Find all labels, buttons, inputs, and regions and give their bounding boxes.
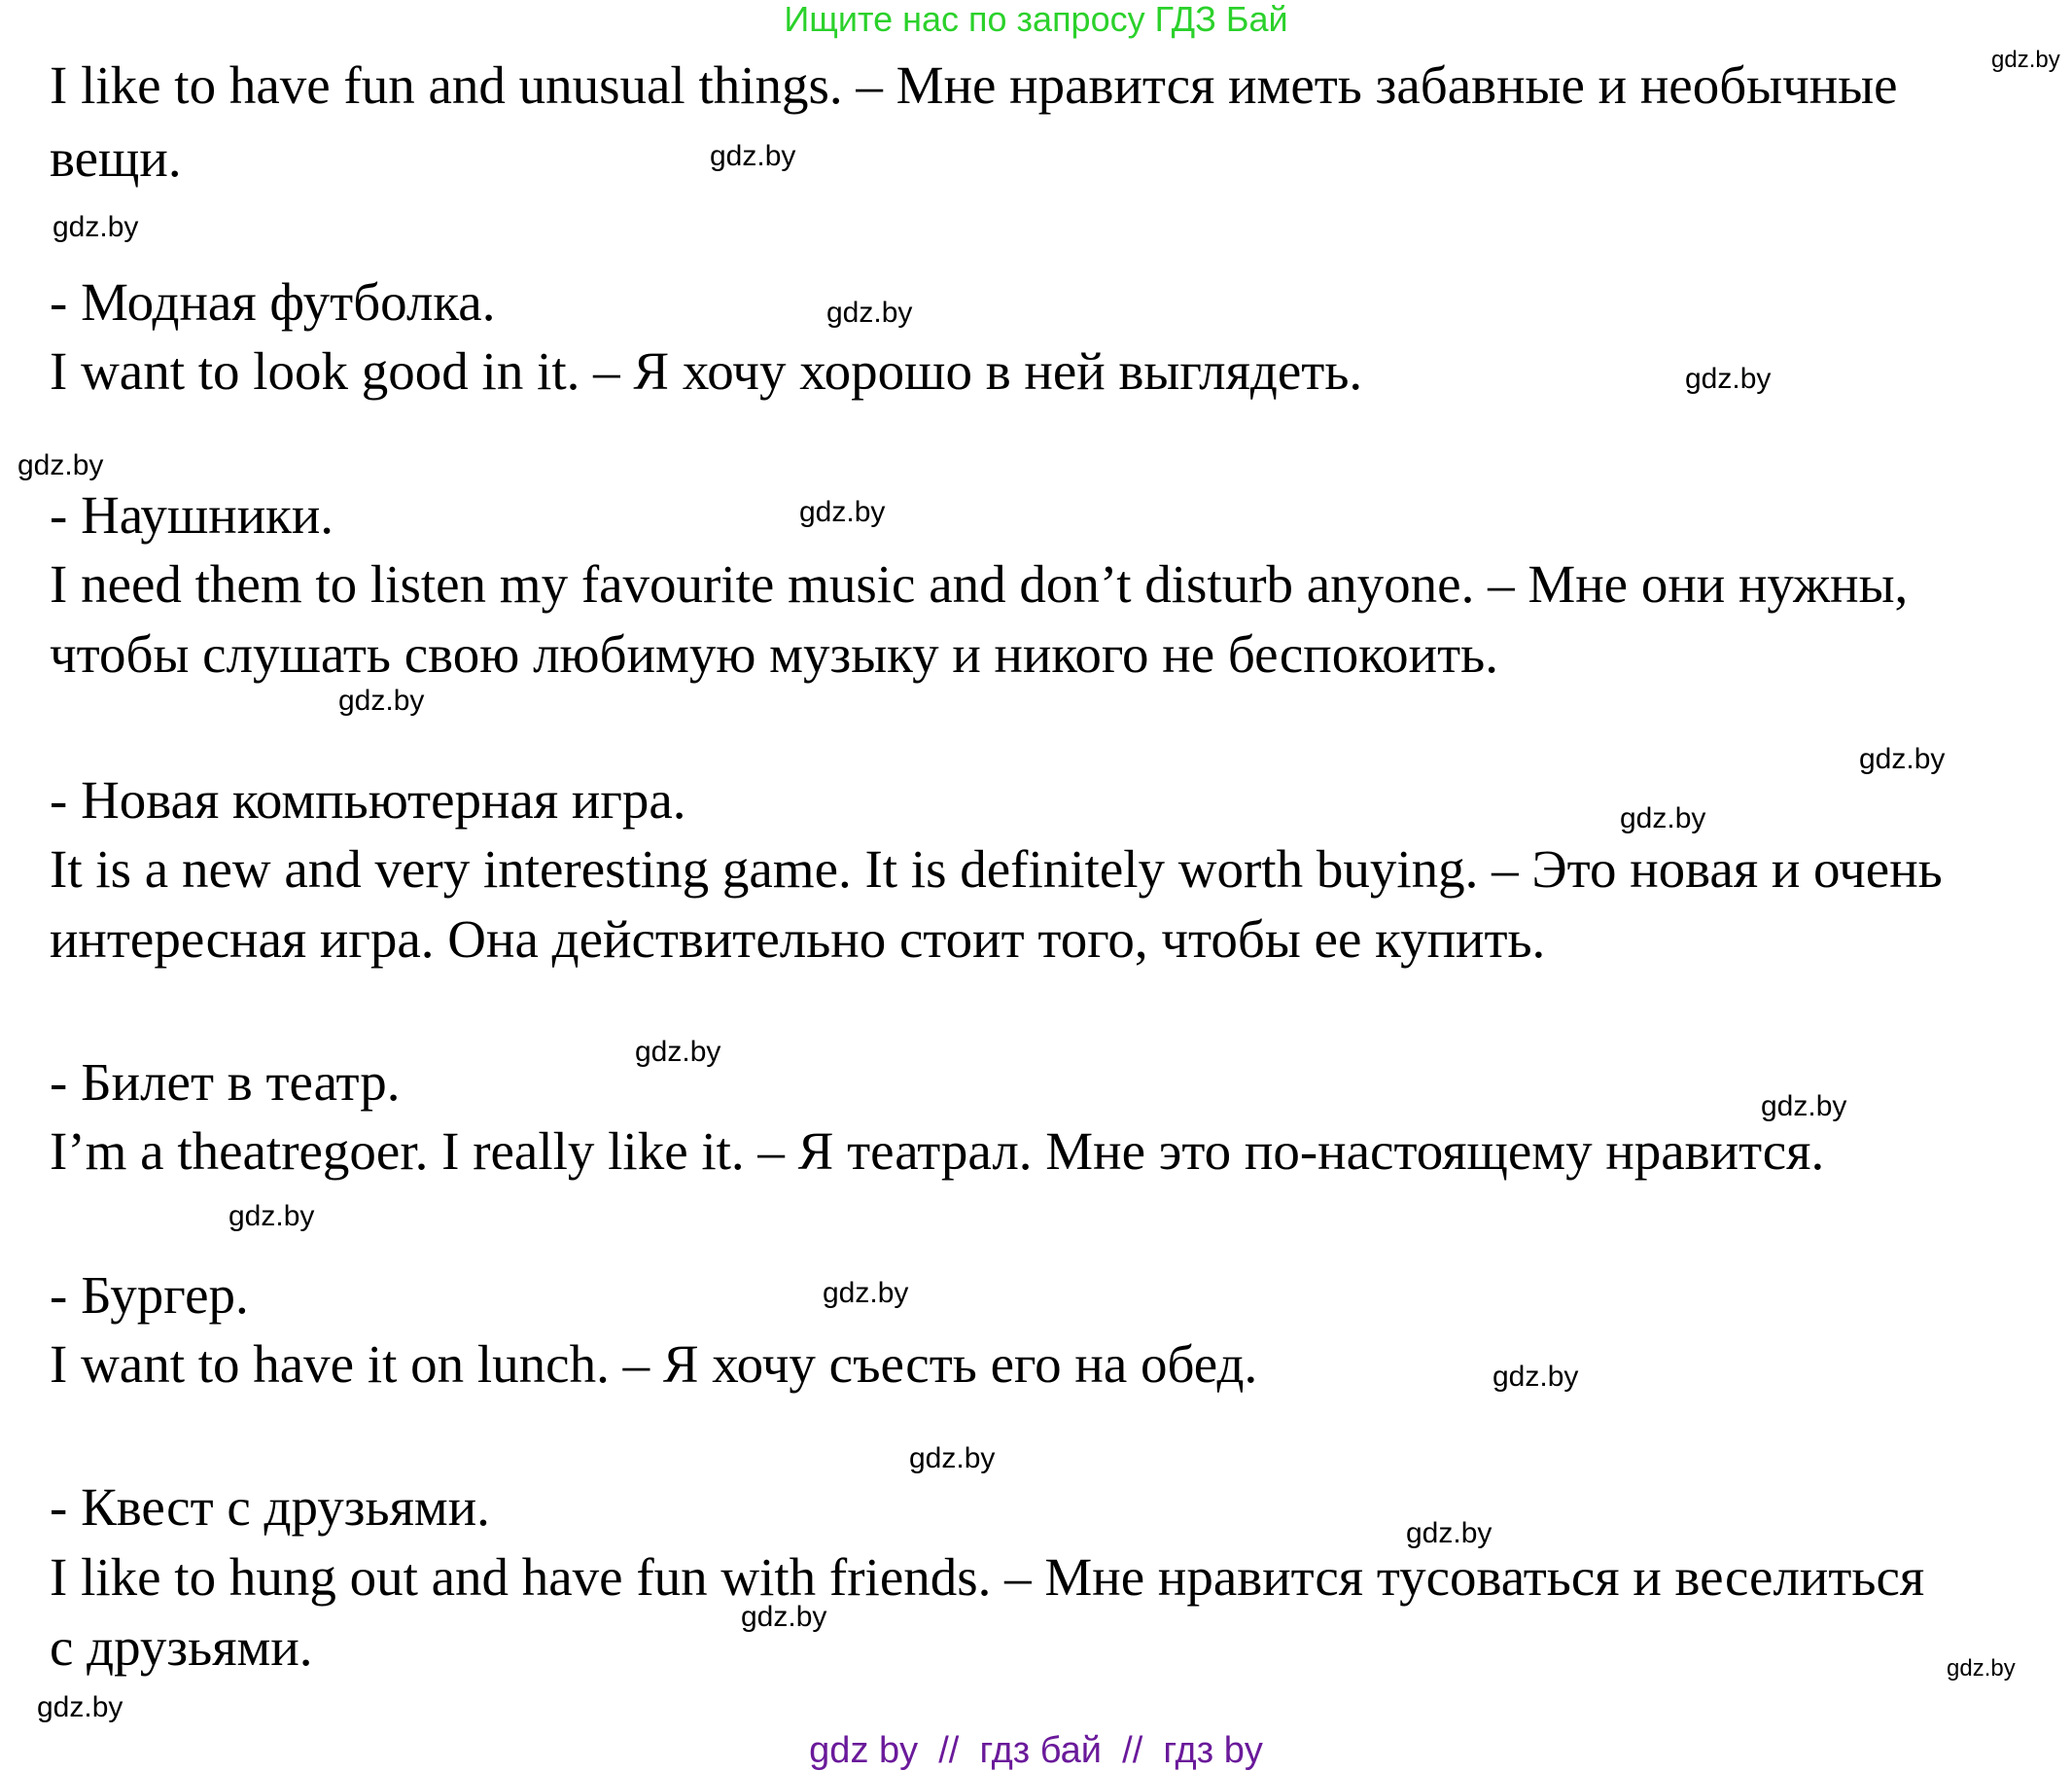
- watermark: gdz.by: [1947, 1655, 2016, 1682]
- watermark: gdz.by: [1991, 47, 2060, 73]
- watermark: gdz.by: [1406, 1517, 1493, 1549]
- watermark: gdz.by: [1859, 743, 1946, 775]
- text-line: It is a new and very interesting game. It is definitely worth buying. – Это новая и очень: [50, 839, 1943, 899]
- footer-links: gdz by // гдз бай // гдз by: [809, 1730, 1263, 1771]
- watermark: gdz.by: [635, 1036, 721, 1068]
- watermark: gdz.by: [909, 1442, 996, 1474]
- text-line: - Бургер.: [50, 1265, 249, 1325]
- text-line: I want to have it on lunch. – Я хочу съесть его на обед.: [50, 1334, 1258, 1394]
- watermark: gdz.by: [53, 211, 139, 243]
- text-line: I like to hung out and have fun with friends. – Мне нравится тусоваться и веселиться: [50, 1547, 1925, 1607]
- text-line: I need them to listen my favourite music and don’t disturb anyone. – Мне они нужны,: [50, 554, 1909, 614]
- watermark: gdz.by: [823, 1277, 909, 1309]
- watermark: gdz.by: [1493, 1361, 1579, 1393]
- watermark: gdz.by: [1685, 363, 1772, 395]
- text-line: с друзьями.: [50, 1617, 313, 1677]
- text-line: - Квест с друзьями.: [50, 1477, 490, 1537]
- text-line: чтобы слушать свою любимую музыку и никого не беспокоить.: [50, 624, 1498, 684]
- watermark: gdz.by: [228, 1200, 315, 1232]
- text-line: - Новая компьютерная игра.: [50, 770, 686, 830]
- watermark: gdz.by: [1620, 802, 1706, 834]
- watermark: gdz.by: [1761, 1090, 1847, 1122]
- watermark: gdz.by: [741, 1601, 827, 1633]
- search-banner: Ищите нас по запросу ГДЗ Бай: [784, 0, 1288, 39]
- watermark: gdz.by: [799, 496, 886, 528]
- text-line: - Модная футболка.: [50, 272, 496, 332]
- text-line: интересная игра. Она действительно стоит того, чтобы ее купить.: [50, 909, 1546, 969]
- watermark: gdz.by: [710, 140, 796, 172]
- text-line: I’m a theatregoer. I really like it. – Я театрал. Мне это по-настоящему нравится.: [50, 1121, 1825, 1181]
- watermark: gdz.by: [18, 449, 104, 481]
- text-line: I want to look good in it. – Я хочу хорошо в ней выглядеть.: [50, 341, 1363, 401]
- text-line: I like to have fun and unusual things. – Мне нравится иметь забавные и необычные: [50, 55, 1898, 115]
- text-line: - Наушники.: [50, 485, 334, 545]
- text-line: вещи.: [50, 128, 182, 188]
- watermark: gdz.by: [37, 1691, 123, 1723]
- watermark: gdz.by: [826, 297, 913, 329]
- text-line: - Билет в театр.: [50, 1052, 401, 1112]
- watermark: gdz.by: [338, 685, 425, 717]
